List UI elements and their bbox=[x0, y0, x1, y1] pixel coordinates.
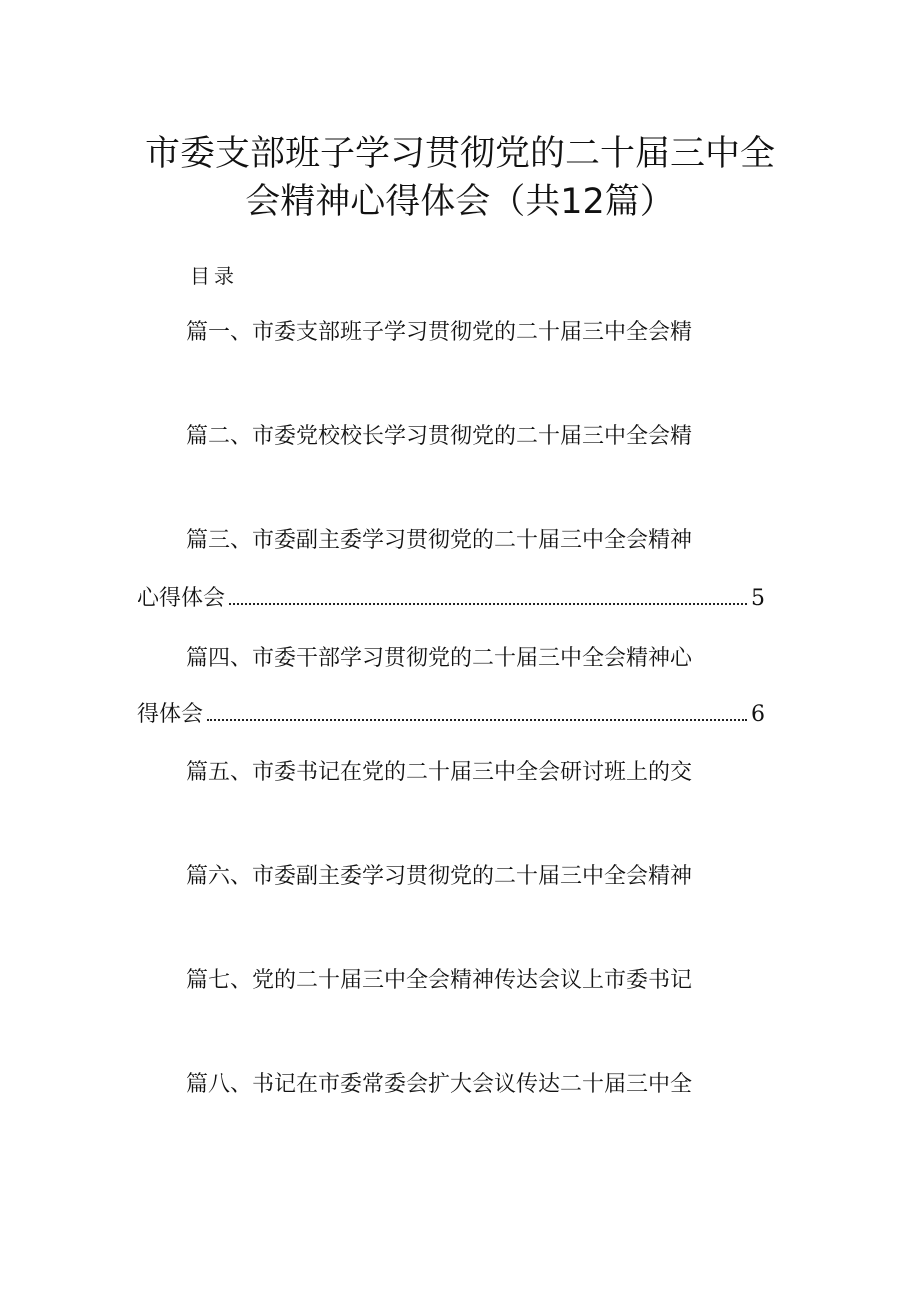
toc-entry-8[interactable]: 篇八、书记在市委常委会扩大会议传达二十届三中全 bbox=[186, 1072, 693, 1097]
toc-entry-1[interactable]: 篇一、市委支部班子学习贯彻党的二十届三中全会精 bbox=[186, 320, 693, 345]
toc-entry-4-continuation[interactable] bbox=[137, 700, 765, 730]
toc-entry-3[interactable]: 篇三、市委副主委学习贯彻党的二十届三中全会精神 bbox=[186, 528, 693, 553]
toc-entry-4[interactable]: 篇四、市委干部学习贯彻党的二十届三中全会精神心 bbox=[186, 646, 693, 671]
toc-leader-dots bbox=[207, 718, 747, 721]
toc-entry-4-page-number: 6 bbox=[751, 702, 765, 727]
toc-entry-3-continuation[interactable] bbox=[137, 584, 765, 614]
document-title-line-1: 市委支部班子学习贯彻党的二十届三中全 bbox=[144, 134, 775, 174]
toc-entry-6[interactable]: 篇六、市委副主委学习贯彻党的二十届三中全会精神 bbox=[186, 864, 693, 889]
toc-entry-3-page-number: 5 bbox=[751, 586, 765, 611]
toc-entry-3-cont-text: 心得体会 bbox=[137, 586, 226, 611]
document-title-line-2: 会精神心得体会（共12篇） bbox=[245, 182, 675, 222]
toc-leader-dots bbox=[229, 602, 747, 605]
toc-heading: 目录 bbox=[190, 264, 238, 288]
toc-entry-7[interactable]: 篇七、党的二十届三中全会精神传达会议上市委书记 bbox=[186, 968, 693, 993]
toc-entry-2[interactable]: 篇二、市委党校校长学习贯彻党的二十届三中全会精 bbox=[186, 424, 693, 449]
toc-entry-5[interactable]: 篇五、市委书记在党的二十届三中全会研讨班上的交 bbox=[186, 760, 693, 785]
toc-entry-4-cont-text: 得体会 bbox=[137, 702, 204, 727]
